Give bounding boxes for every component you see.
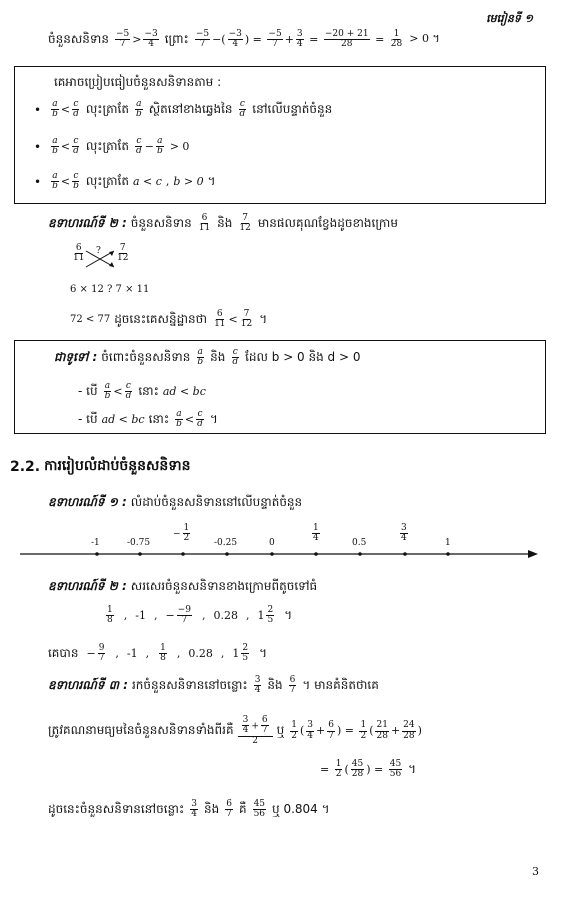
example2-line: ឧទាហរណ៍ទី ២ : ចំនួនសនិទាន $\frac{6}{11}$ និង $\frac{7}{12}$ មានផលគុណខ្វែងដូចខាងក្រោម <box>48 213 398 234</box>
tick-minus-025: -0.25 <box>214 538 238 548</box>
tick-quarter: $\frac{1}{4}$ <box>313 523 319 544</box>
tick-one: 1 <box>445 538 451 548</box>
example1-line: ឧទាហរណ៍ទី ១ : លំដាប់ចំនួនសនិទាននៅលើបន្ទាត់ចំនួន <box>48 495 303 509</box>
example2b-line: ឧទាហរណ៍ទី ២ : សរសេរចំនួនសនិទានខាងក្រោមពីតូចទៅធំ <box>48 579 318 593</box>
mean-result: = $\frac{1}{2}$ ( $\frac{45}{28}$ ) = $\frac{45}{56}$ ។ <box>320 759 417 780</box>
intro-line: ចំនួនសនិទាន $\frac{-5}{7}$ > $\frac{-3}{4}$ ព្រោះ $\frac{-5}{7}$ −( $\frac{-3}{4}$ ) = $\frac{-5}{7}$ + $\frac{3}{4}$ = $\frac{-20 + 21}{28}$ = $\frac{1}{28}$ > 0 ។ <box>48 29 440 50</box>
tick-minus-1: -1 <box>91 538 100 548</box>
example2-conclusion: 72 < 77 ដូចនេះគេសន្និដ្ឋានថា $\frac{6}{11}$ < $\frac{7}{12}$ ។ <box>70 309 268 330</box>
unordered-list: $\frac{1}{8}$ , -1 , − $\frac{-9}{7}$ , 0.28 , 1 $\frac{2}{5}$ ។ <box>107 605 293 626</box>
mean-computation: ត្រូវគណនាមធ្យមនៃចំនួនសនិទានទាំងពីរគឺ $\frac{3}{4}$ + $\frac{6}{7}$ 2 ឬ $\frac{1}{2}$ ( $\frac{3}{4}$ + $\frac{6}{7}$ ) = $\frac{1}{2}$ ( $\frac{21}{28}$ + $\frac{24}{28}$ ) <box>48 715 422 746</box>
chapter-header: មេរៀនទី ១ <box>486 12 533 25</box>
product-line: 6 × 12 ? 7 × 11 <box>70 284 150 295</box>
tick-zero: 0 <box>269 538 275 548</box>
general-rule-line: ជាទូទៅ : ចំពោះចំនួនសនិទាន $\frac{a}{b}$ និង $\frac{c}{d}$ ដែល b > 0 និង d > 0 <box>54 347 361 368</box>
intro-result: > 0 ។ <box>409 31 440 45</box>
rule-item-3: • $\frac{a}{b}$ < $\frac{c}{b}$ លុះត្រាតែ a < c , b > 0 ។ <box>34 171 216 192</box>
cross-arrows <box>84 248 116 270</box>
because-word: ព្រោះ <box>164 31 189 46</box>
page-number: 3 <box>532 865 539 878</box>
section-heading: 2.2. ការរៀបលំដាប់ចំនួនសនិទាន <box>10 458 191 475</box>
tick-minus-075: -0.75 <box>127 538 151 548</box>
tick-minus-half: − $\frac{1}{2}$ <box>173 523 190 544</box>
example3-line: ឧទាហរណ៍ទី ៣ : រកចំនួនសនិទាននៅចន្លោះ $\frac{3}{4}$ និង $\frac{6}{7}$ ។ មានគំនិតថាគេ <box>48 675 379 696</box>
number-line <box>20 520 540 564</box>
general-label: ជាទូទៅ : <box>54 349 98 364</box>
example2-label: ឧទាហរណ៍ទី ២ : <box>48 215 127 230</box>
ordered-list: គេបាន − $\frac{9}{7}$ , -1 , $\frac{1}{8}$ , 0.28 , 1 $\frac{2}{5}$ ។ <box>48 643 268 664</box>
tick-half: 0.5 <box>352 538 367 548</box>
intro-prefix: ចំនួនសនិទាន <box>48 31 109 46</box>
conclusion-line: ដូចនេះចំនួនសនិទាននៅចន្លោះ $\frac{3}{4}$ និង $\frac{6}{7}$ គឺ $\frac{45}{56}$ ឬ 0.804 ។ <box>48 799 330 820</box>
general-rule-if1: - បើ $\frac{a}{b}$ < $\frac{c}{d}$ នោះ ad < bc <box>78 381 206 402</box>
tick-three-quarter: $\frac{3}{4}$ <box>401 523 407 544</box>
general-rule-if2: - បើ ad < bc នោះ $\frac{a}{b}$ < $\frac{c}{d}$ ។ <box>78 409 218 430</box>
cross-multiply-figure: $\frac{6}{11}$ ? $\frac{7}{12}$ <box>70 244 140 278</box>
box1-title: គេអាចប្រៀបធៀបចំនួនសនិទានតាម : <box>54 75 222 89</box>
rule-item-2: • $\frac{a}{b}$ < $\frac{c}{d}$ លុះត្រាតែ $\frac{c}{d}$ − $\frac{a}{b}$ > 0 <box>34 136 190 157</box>
rule-item-1: • $\frac{a}{b}$ < $\frac{c}{d}$ លុះត្រាតែ $\frac{a}{b}$ ស្ថិតនៅខាងឆ្វេងនៃ $\frac{c}{d}$ នៅលើបន្ទាត់ចំនួន <box>34 99 333 120</box>
